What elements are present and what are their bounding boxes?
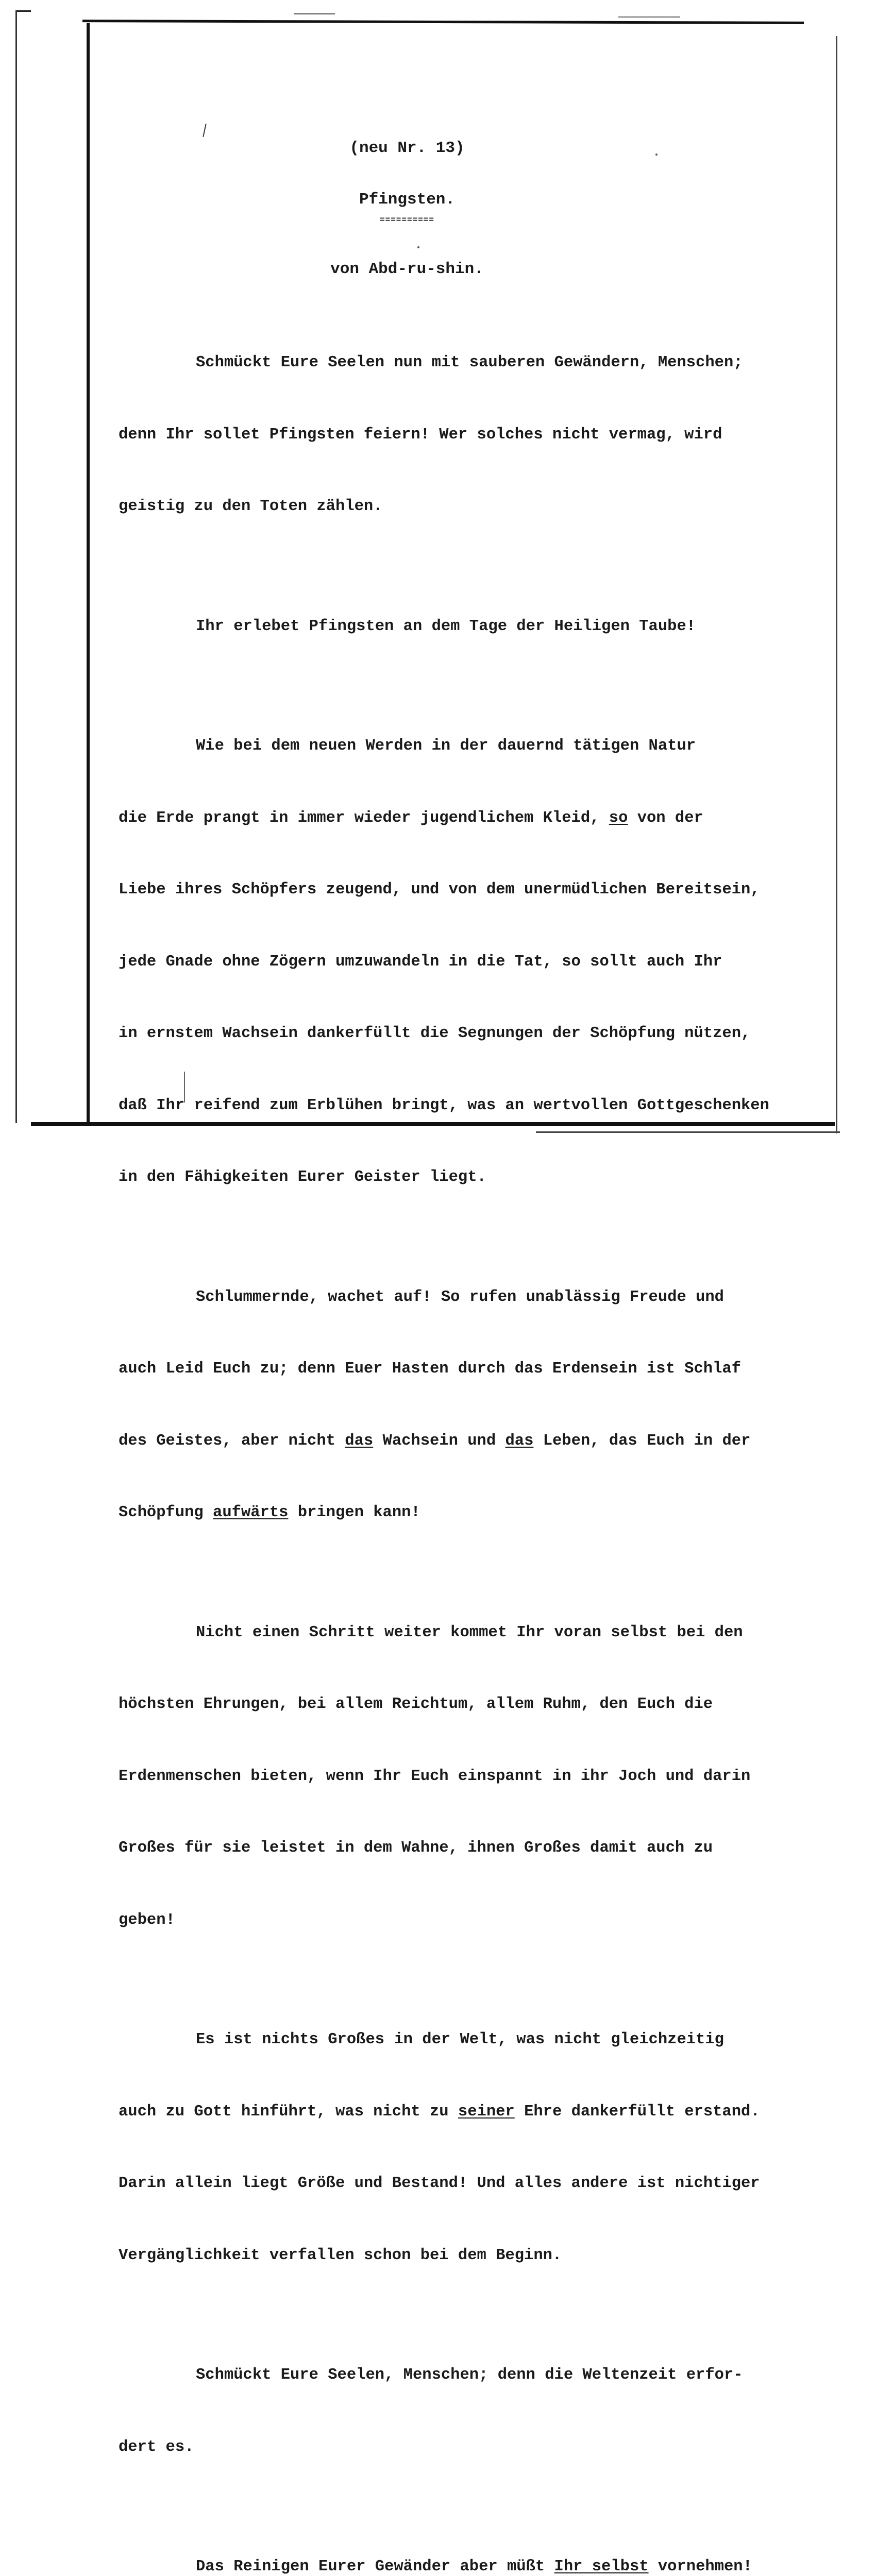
text-line (119, 806, 830, 831)
text-line: jede Gnade ohne Zögern umzuwandeln in die Tat, so sollt auch Ihr (119, 953, 722, 971)
underlined-word: aufwärts (213, 1504, 289, 1521)
text-segment: Leben, das Euch in der (543, 1432, 751, 1450)
scan-artifact (294, 13, 335, 14)
text-line: denn Ihr sollet Pfingsten feiern! Wer solches nicht vermag, wird (119, 426, 722, 444)
scan-artifact (618, 16, 680, 18)
text-line: geben! (119, 1911, 175, 1929)
underlined-word: das (345, 1432, 374, 1450)
text-line: Nicht einen Schritt weiter kommet Ihr voran selbst bei den (196, 1623, 743, 1641)
paragraph (119, 686, 830, 1238)
text-line: auch Leid Euch zu; denn Euer Hasten durch das Erdensein ist Schlaf (119, 1360, 741, 1378)
text-line: in den Fähigkeiten Eurer Geister liegt. (119, 1168, 486, 1186)
underlined-word: seiner (458, 2103, 515, 2121)
text-segment: Ehre dankerfüllt erstand. (524, 2103, 760, 2121)
text-line: Großes für sie leistet in dem Wahne, ihnen Großes damit auch zu (119, 1839, 713, 1857)
text-line: Darin allein liegt Größe und Bestand! Und alles andere ist nichtiger (119, 2175, 760, 2192)
text-line: geistig zu den Toten zählen. (119, 498, 383, 515)
text-segment: von der (637, 809, 703, 827)
text-segment: auch zu Gott hinführt, was nicht zu (119, 2103, 449, 2121)
text-line: Vergänglichkeit verfallen schon bei dem Beginn. (119, 2246, 562, 2264)
text-line: Wie bei dem neuen Werden in der dauernd tätigen Natur (196, 737, 696, 755)
paragraph (119, 1980, 830, 2315)
text-line: dert es. (119, 2438, 194, 2456)
text-line (119, 1429, 830, 1453)
main-text (119, 303, 830, 2576)
frame-outer-left-line (15, 10, 17, 1123)
document-number: (neu Nr. 13) (349, 139, 465, 157)
paragraph (119, 303, 830, 567)
text-line (119, 2555, 830, 2576)
paragraph (119, 567, 830, 687)
text-line: Liebe ihres Schöpfers zeugend, und von dem unermüdlichen Bereitsein, (119, 881, 760, 899)
text-segment: Wachsein und (382, 1432, 496, 1450)
frame-left-line (87, 23, 90, 1126)
underlined-word: das (505, 1432, 534, 1450)
text-line: Schmückt Eure Seelen nun mit sauberen Gewändern, Menschen; (196, 354, 743, 371)
paragraph (119, 2507, 830, 2576)
text-line: Ihr erlebet Pfingsten an dem Tage der Heiligen Taube! (196, 617, 696, 635)
scan-artifact (417, 246, 419, 248)
document-title: Pfingsten. (359, 191, 456, 209)
text-segment: Schöpfung (119, 1504, 204, 1521)
underlined-word: so (609, 809, 628, 827)
frame-corner-line (15, 10, 31, 12)
text-line: Erdenmenschen bieten, wenn Ihr Euch einspannt in ihr Joch und darin (119, 1767, 751, 1785)
text-line: Schmückt Eure Seelen, Menschen; denn die Weltenzeit erfor- (196, 2366, 743, 2384)
text-segment: Das Reinigen Eurer Gewänder aber müßt (196, 2558, 545, 2575)
document-author: von Abd-ru-shin. (330, 260, 484, 278)
text-line: daß Ihr reifend zum Erblühen bringt, was an wertvollen Gottgeschenken (119, 1096, 769, 1114)
text-segment: des Geistes, aber nicht (119, 1432, 335, 1450)
scan-artifact (203, 124, 206, 137)
frame-right-line (836, 36, 837, 1133)
paragraph (119, 2315, 830, 2507)
text-line: höchsten Ehrungen, bei allem Reichtum, allem Ruhm, den Euch die (119, 1696, 713, 1713)
title-underline: ========== (379, 215, 434, 225)
text-line: Schlummernde, wachet auf! So rufen unablässig Freude und (196, 1288, 724, 1306)
paragraph (119, 1573, 830, 1980)
text-segment: die Erde prangt in immer wieder jugendlichem Kleid, (119, 809, 600, 827)
text-segment: bringen kann! (297, 1504, 420, 1521)
text-line: in ernstem Wachsein dankerfüllt die Segnungen der Schöpfung nützen, (119, 1025, 751, 1042)
frame-top-line (82, 20, 804, 24)
paragraph (119, 1238, 830, 1573)
text-line (119, 1501, 830, 1525)
underlined-word: Ihr selbst (554, 2558, 649, 2575)
text-segment: vornehmen! (658, 2558, 752, 2575)
text-line (119, 2100, 830, 2124)
text-line: Es ist nichts Großes in der Welt, was nicht gleichzeitig (196, 2031, 724, 2048)
